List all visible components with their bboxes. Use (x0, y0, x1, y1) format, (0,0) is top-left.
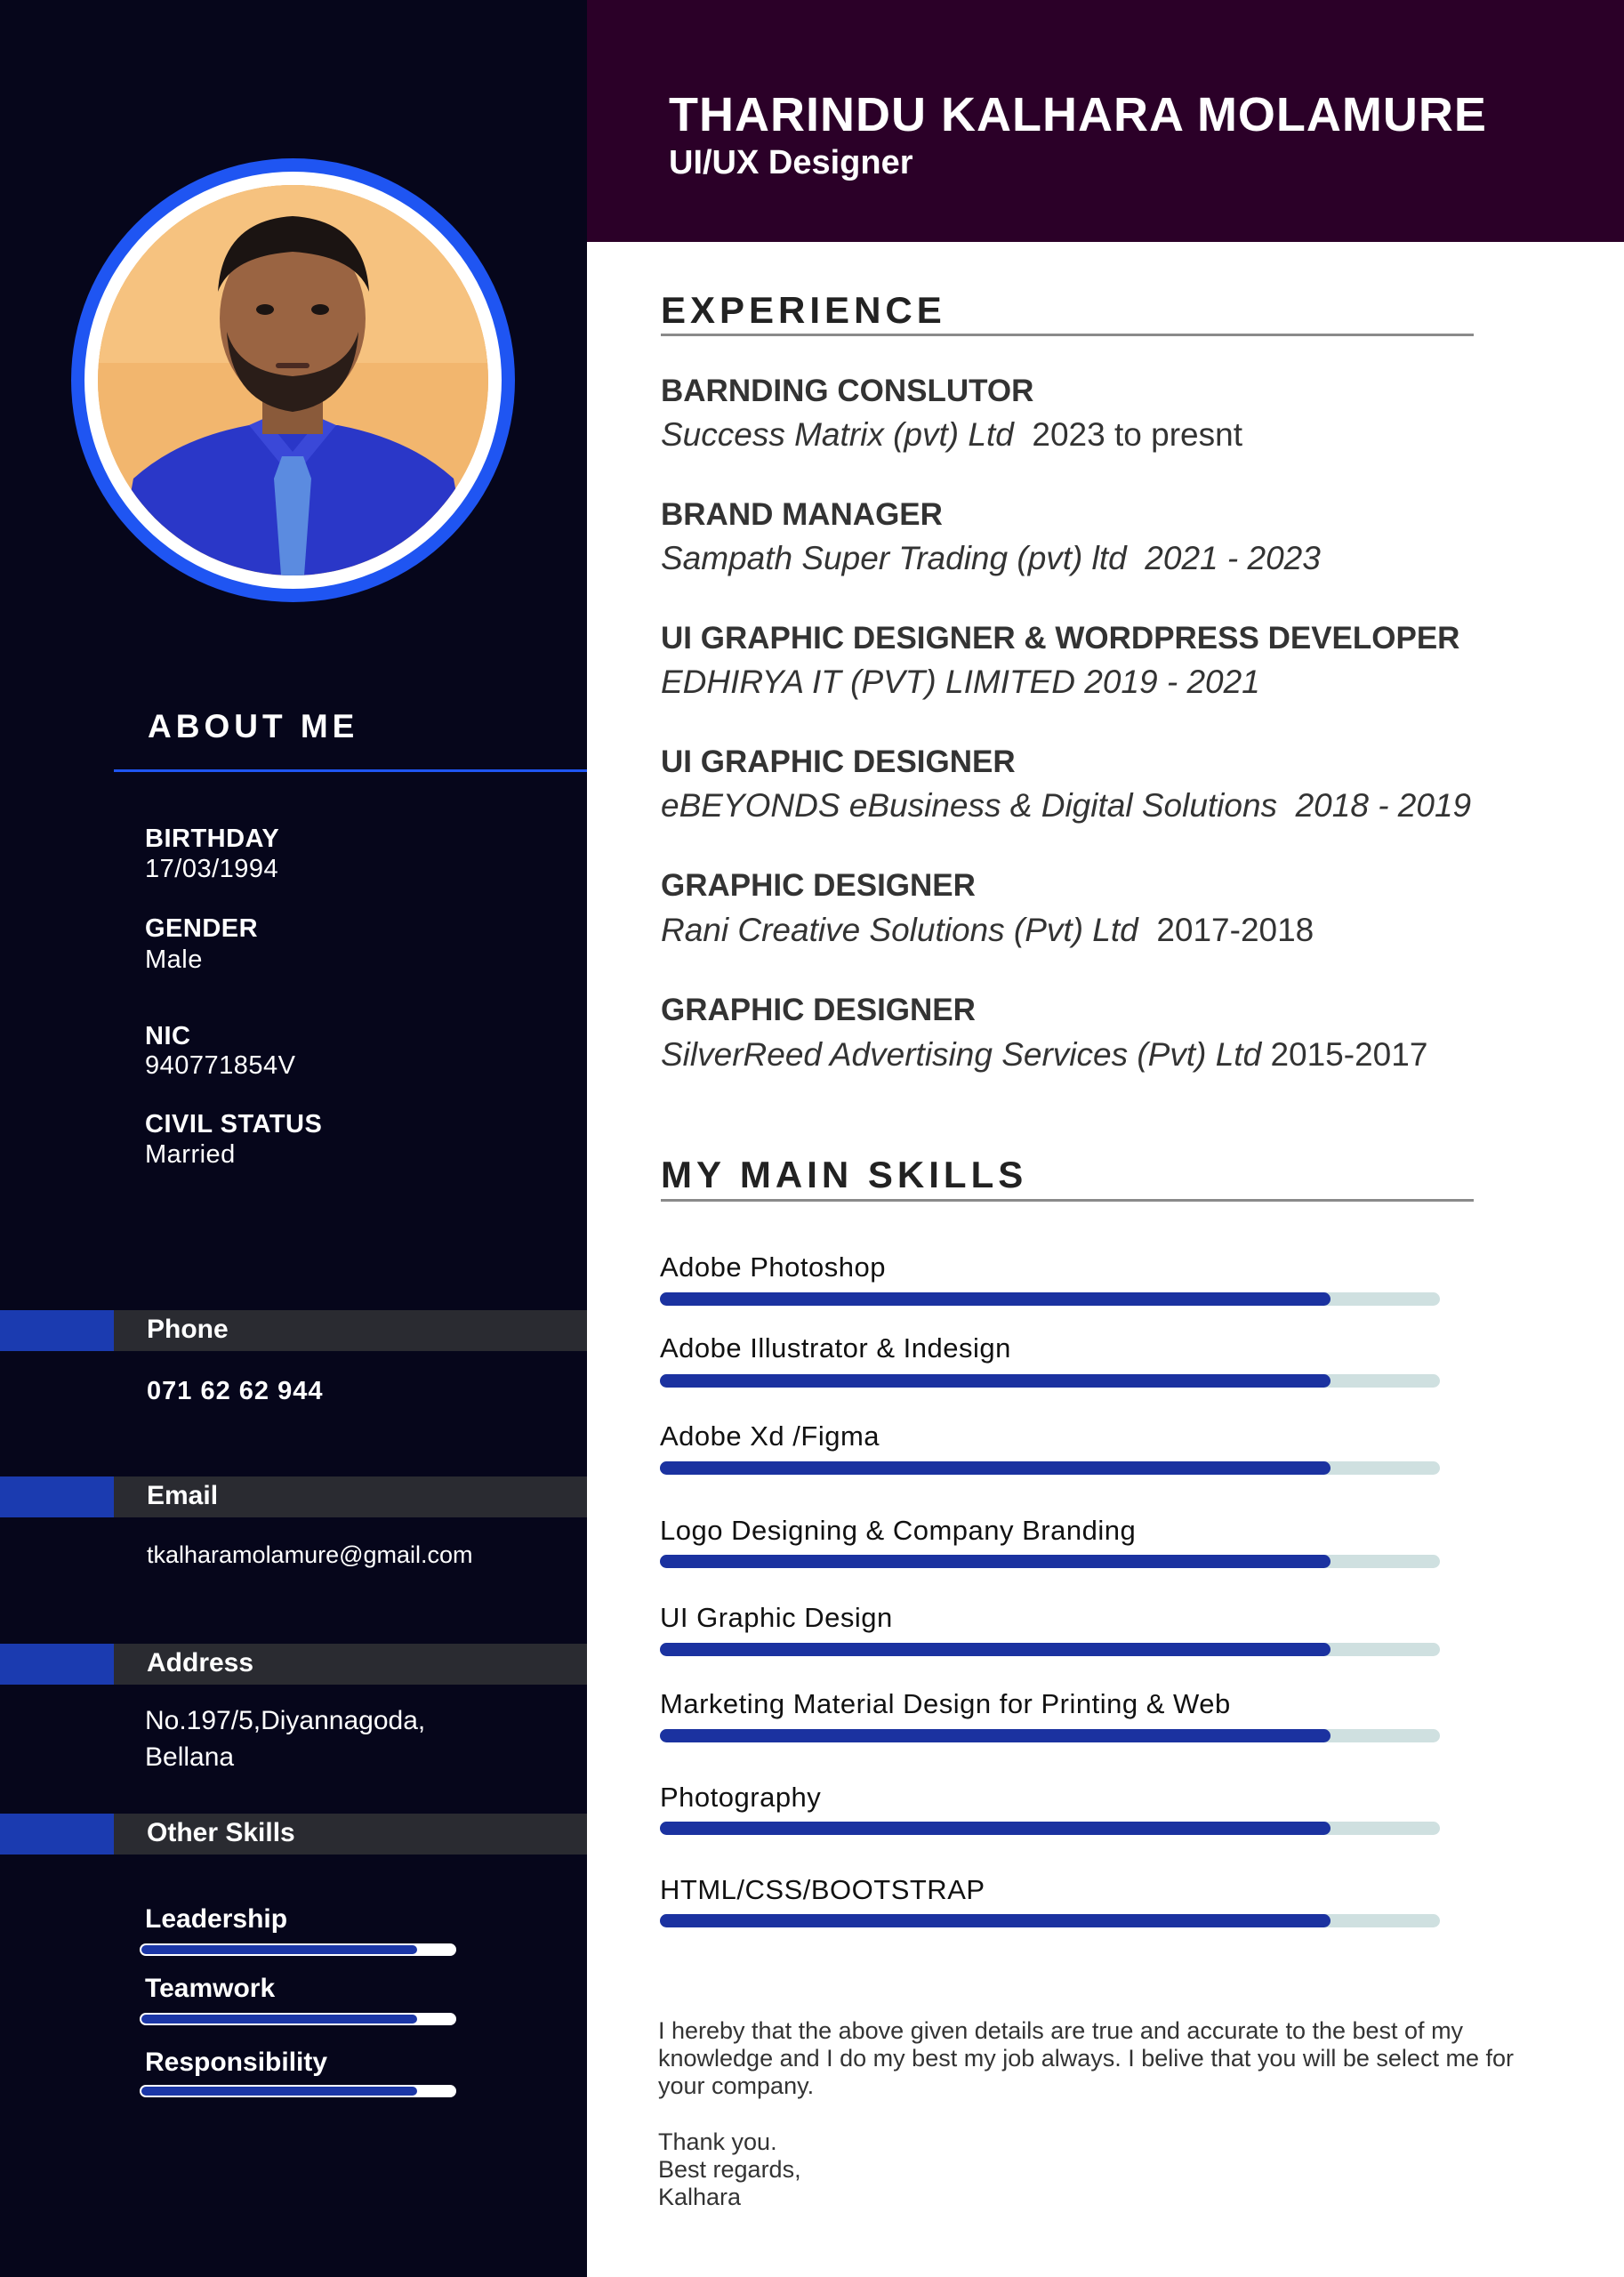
skill-label: HTML/CSS/BOOTSTRAP (660, 1874, 985, 1905)
experience-heading: EXPERIENCE (661, 289, 946, 331)
birthday-label: BIRTHDAY (145, 825, 280, 853)
skill-label: Adobe Xd /Figma (660, 1420, 880, 1452)
nic-label: NIC (145, 1022, 191, 1050)
skill-bar (660, 1914, 1440, 1927)
gender-label: GENDER (145, 914, 259, 943)
address-bar-accent (0, 1644, 114, 1685)
job-company: EDHIRYA IT (PVT) LIMITED (661, 664, 1075, 700)
profile-photo (98, 185, 488, 575)
thanks-line: Thank you. (658, 2128, 777, 2155)
job-period: 2021 - 2023 (1145, 540, 1321, 576)
skill-bar (660, 1374, 1440, 1388)
other-skills-heading: Other Skills (147, 1818, 295, 1847)
birthday-value: 17/03/1994 (145, 855, 279, 883)
other-skills-section-bar (0, 1814, 587, 1855)
email-bar-accent (0, 1476, 114, 1517)
job-company-line (661, 416, 1242, 454)
skill-label: Photography (660, 1782, 822, 1813)
skills-heading: MY MAIN SKILLS (661, 1154, 1028, 1195)
job-role: UI/UX Designer (669, 144, 913, 181)
skill-bar-fill (660, 1461, 1331, 1475)
skill-label: Adobe Illustrator & Indesign (660, 1332, 1011, 1364)
job-company: Success Matrix (pvt) Ltd (661, 416, 1014, 453)
other-skill-label: Teamwork (145, 1974, 276, 2003)
job-period: 2018 - 2019 (1295, 787, 1472, 824)
skill-bar-fill (660, 1914, 1331, 1927)
person-name: THARINDU KALHARA MOLAMURE (669, 88, 1487, 141)
other-skill-bar (140, 2013, 456, 2025)
civil-status-label: CIVIL STATUS (145, 1110, 323, 1138)
job-company: Sampath Super Trading (pvt) ltd (661, 540, 1127, 576)
skill-bar (660, 1729, 1440, 1742)
address-line-2: Bellana (145, 1742, 235, 1772)
gender-value: Male (145, 945, 203, 974)
regards-line: Best regards, (658, 2156, 801, 2183)
skill-bar-fill (660, 1292, 1331, 1306)
job-company-line (661, 787, 1471, 825)
other-skill-bar-fill (141, 2015, 417, 2024)
job-company-line (661, 1036, 1427, 1074)
address-section-bar (0, 1644, 587, 1685)
skills-divider (661, 1199, 1474, 1202)
phone-heading: Phone (147, 1315, 229, 1344)
job-company-line (661, 912, 1314, 949)
job-title: GRAPHIC DESIGNER (661, 868, 976, 903)
skill-label: Logo Designing & Company Branding (660, 1515, 1137, 1546)
skill-bar-fill (660, 1822, 1331, 1835)
other-skill-bar (140, 2085, 456, 2097)
skill-label: Adobe Photoshop (660, 1251, 886, 1283)
job-title: GRAPHIC DESIGNER (661, 993, 976, 1027)
skill-bar-fill (660, 1374, 1331, 1388)
civil-status-value: Married (145, 1140, 236, 1169)
job-period: 2015-2017 (1270, 1036, 1428, 1073)
job-title: UI GRAPHIC DESIGNER & WORDPRESS DEVELOPER (661, 621, 1460, 656)
skill-label: Marketing Material Design for Printing & Web (660, 1688, 1231, 1719)
experience-divider (661, 334, 1474, 336)
job-company: Rani Creative Solutions (Pvt) Ltd (661, 912, 1138, 948)
other-skill-bar (140, 1943, 456, 1956)
skill-label: UI Graphic Design (660, 1602, 893, 1633)
skill-bar-fill (660, 1555, 1331, 1568)
job-company-line (661, 664, 1260, 701)
other-skills-bar-accent (0, 1814, 114, 1855)
avatar (98, 185, 488, 575)
skill-bar-fill (660, 1643, 1331, 1656)
skill-bar (660, 1292, 1440, 1306)
address-line-1: No.197/5,Diyannagoda, (145, 1706, 426, 1735)
email-heading: Email (147, 1481, 219, 1510)
about-me-heading: ABOUT ME (148, 708, 359, 744)
job-company: SilverReed Advertising Services (Pvt) Ltd (661, 1036, 1262, 1073)
job-company-line (661, 540, 1321, 577)
other-skill-bar-fill (141, 2087, 417, 2096)
phone-bar-accent (0, 1310, 114, 1351)
other-skill-label: Leadership (145, 1904, 288, 1934)
other-skill-label: Responsibility (145, 2048, 328, 2077)
job-title: BARNDING CONSLUTOR (661, 374, 1034, 408)
skill-bar (660, 1555, 1440, 1568)
skill-bar (660, 1461, 1440, 1475)
nic-value: 940771854V (145, 1051, 296, 1080)
phone-value[interactable]: 071 62 62 944 (147, 1377, 324, 1405)
skill-bar (660, 1822, 1440, 1835)
job-period: 2023 to presnt (1032, 416, 1242, 453)
job-company: eBEYONDS eBusiness & Digital Solutions (661, 787, 1278, 824)
address-heading: Address (147, 1648, 254, 1678)
skill-bar (660, 1643, 1440, 1656)
email-value[interactable]: tkalharamolamure@gmail.com (147, 1541, 473, 1568)
job-period: 2019 - 2021 (1084, 664, 1260, 700)
job-period: 2017-2018 (1156, 912, 1314, 948)
phone-section-bar (0, 1310, 587, 1351)
email-section-bar (0, 1476, 587, 1517)
closing-block (658, 2128, 801, 2211)
declaration-text: I hereby that the above given details are true and accurate to the best of my knowledge and I do my best my job always. I belive that you will be select me for your company. (658, 2017, 1514, 2099)
job-title: UI GRAPHIC DESIGNER (661, 744, 1016, 779)
job-title: BRAND MANAGER (661, 497, 943, 532)
about-me-divider (114, 769, 587, 772)
other-skill-bar-fill (141, 1945, 417, 1954)
signoff-line: Kalhara (658, 2184, 742, 2210)
skill-bar-fill (660, 1729, 1331, 1742)
